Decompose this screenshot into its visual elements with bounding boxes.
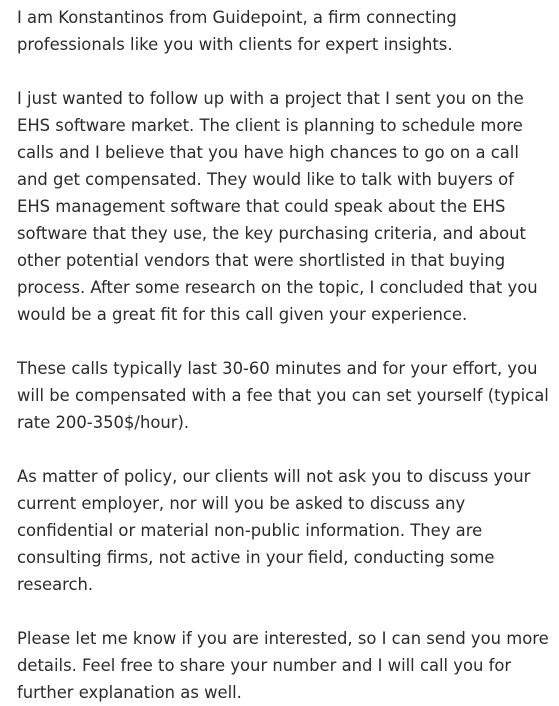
message-paragraph-intro: I am Konstantinos from Guidepoint, a firm connecting professionals like you with clients for expert insights.	[17, 8, 457, 54]
message-paragraph-closing: Please let me know if you are interested, so I can send you more details. Feel free to share your number and I will call you for further explanation as well.	[17, 629, 549, 702]
message-paragraph-project: I just wanted to follow up with a project that I sent you on the EHS software market. The client is planning to schedule more calls and I believe that you have high chances to go on a call and get compensated. They would like to talk with buyers of EHS management software that could speak about the EHS software that they use, the key purchasing criteria, and about other potential vendors that were shortlisted in that buying process. After some research on the topic, I concluded that you would be a great fit for this call given your experience.	[17, 89, 538, 324]
message-paragraph-compensation: These calls typically last 30-60 minutes and for your effort, you will be compensated with a fee that you can set yourself (typical rate 200-350$/hour).	[17, 359, 549, 432]
message-paragraph-policy: As matter of policy, our clients will not ask you to discuss your current employer, nor will you be asked to discuss any confidential or material non-public information. They are consulting firms, not active in your field, conducting some research.	[17, 467, 531, 594]
